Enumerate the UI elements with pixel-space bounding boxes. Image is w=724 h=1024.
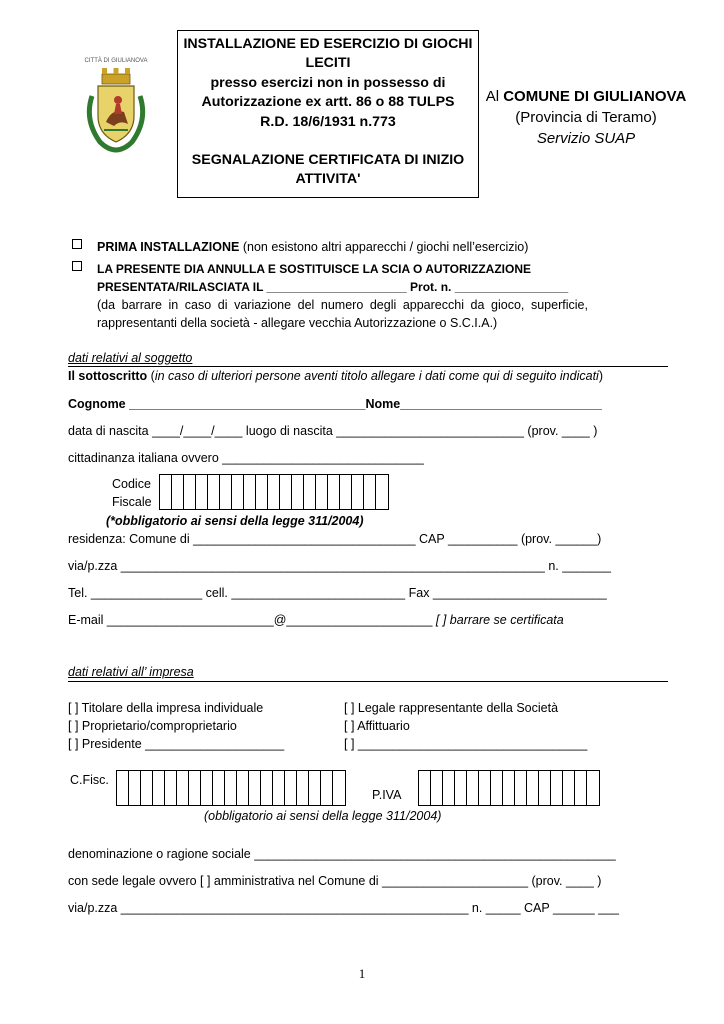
soggetto-intro-italic: in caso di ulteriori persone aventi titolo allegare i dati come qui di seguito indicati (154, 369, 599, 383)
piva-cell[interactable] (479, 771, 491, 805)
residenza-field[interactable]: residenza: Comune di ________________________________ CAP __________ (prov. ______) (68, 532, 602, 546)
checkbox-first-installation[interactable] (72, 239, 82, 249)
title-line: R.D. 18/6/1931 n.773 (260, 113, 396, 130)
impresa-via-field[interactable]: via/p.zza __________________________________________________ n. _____ CAP ______ ___ (68, 901, 619, 915)
cf-label-fiscale: Fiscale (112, 495, 152, 509)
title-line: LECITI (305, 55, 351, 72)
piva-cell[interactable] (587, 771, 599, 805)
option-first-installation (97, 240, 528, 254)
cf-cell[interactable] (220, 475, 232, 509)
piva-cell[interactable] (563, 771, 575, 805)
cf-cell[interactable] (141, 771, 153, 805)
section-title-impresa: dati relativi all’ impresa (68, 665, 194, 679)
cf-cell[interactable] (261, 771, 273, 805)
cf-cell[interactable] (129, 771, 141, 805)
recipient-province: (Provincia di Teramo) (515, 109, 657, 126)
role-proprietario[interactable]: [ ] Proprietario/comproprietario (68, 719, 237, 733)
cfisc-label: C.Fisc. (70, 773, 109, 787)
sede-field[interactable]: con sede legale ovvero [ ] amministrativa nel Comune di _____________________ (prov. ____ ) (68, 874, 602, 888)
cf-cell[interactable] (237, 771, 249, 805)
cf-cell[interactable] (172, 475, 184, 509)
piva-cell[interactable] (491, 771, 503, 805)
cf-cell[interactable] (153, 771, 165, 805)
cf-cell[interactable] (285, 771, 297, 805)
piva-label: P.IVA (372, 788, 402, 802)
logo-caption: CITTÀ DI GIULIANOVA (84, 58, 148, 64)
cf-note: (*obbligatorio ai sensi della legge 311/2004) (106, 514, 364, 528)
soggetto-intro-bold: Il sottoscritto (68, 369, 148, 383)
role-legale-rappresentante[interactable]: [ ] Legale rappresentante della Società (344, 701, 559, 715)
cf-cell[interactable] (177, 771, 189, 805)
cf-cell[interactable] (309, 771, 321, 805)
piva-grid[interactable] (418, 770, 600, 806)
cf-cell[interactable] (316, 475, 328, 509)
option-first-bold: PRIMA INSTALLAZIONE (97, 240, 240, 254)
cf-cell[interactable] (249, 771, 261, 805)
role-titolare[interactable]: [ ] Titolare della impresa individuale (68, 701, 264, 715)
cf-cell[interactable] (321, 771, 333, 805)
cf-cell[interactable] (160, 475, 172, 509)
soggetto-intro (68, 369, 603, 383)
codice-fiscale-grid[interactable] (159, 474, 389, 510)
via-field[interactable]: via/p.zza _____________________________________________________________ n. _______ (68, 559, 611, 573)
cf-cell[interactable] (340, 475, 352, 509)
cf-cell[interactable] (213, 771, 225, 805)
email-certified-note: [ ] barrare se certificata (432, 613, 564, 627)
cf-cell[interactable] (333, 771, 345, 805)
piva-cell[interactable] (467, 771, 479, 805)
piva-cell[interactable] (575, 771, 587, 805)
section-divider (68, 366, 668, 367)
title-line: ATTIVITA' (295, 171, 361, 188)
document-title-box (177, 30, 479, 198)
role-presidente[interactable]: [ ] Presidente ____________________ (68, 737, 285, 751)
soggetto-intro-paren: ) (598, 369, 603, 383)
piva-cell[interactable] (515, 771, 527, 805)
cf-cell[interactable] (117, 771, 129, 805)
cf-cell[interactable] (304, 475, 316, 509)
impresa-cf-grid[interactable] (116, 770, 346, 806)
piva-cell[interactable] (455, 771, 467, 805)
cittadinanza-field[interactable]: cittadinanza italiana ovvero _____________________________ (68, 451, 424, 465)
cf-label-codice: Codice (112, 477, 151, 491)
cf-cell[interactable] (244, 475, 256, 509)
nascita-field[interactable]: data di nascita ____/____/____ luogo di nascita ___________________________ (prov. ____ ) (68, 424, 598, 438)
cf-cell[interactable] (165, 771, 177, 805)
section-divider (68, 681, 668, 682)
cf-cell[interactable] (328, 475, 340, 509)
option-replace-line1: LA PRESENTE DIA ANNULLA E SOSTITUISCE LA SCIA O AUTORIZZAZIONE (97, 262, 532, 276)
piva-cell[interactable] (551, 771, 563, 805)
recipient-service: Servizio SUAP (536, 130, 636, 147)
email-line[interactable]: E-mail ________________________@_____________________ (68, 613, 433, 627)
cf-cell[interactable] (189, 771, 201, 805)
cf-cell[interactable] (196, 475, 208, 509)
title-line: SEGNALAZIONE CERTIFICATA DI INIZIO (191, 152, 465, 169)
option-note-line2: rappresentanti della società - allegare vecchia Autorizzazione o S.C.I.A.) (97, 316, 498, 330)
cf-cell[interactable] (225, 771, 237, 805)
piva-cell[interactable] (539, 771, 551, 805)
soggetto-intro-paren: ( (147, 369, 155, 383)
piva-note: (obbligatorio ai sensi della legge 311/2004) (204, 809, 442, 823)
cf-cell[interactable] (280, 475, 292, 509)
piva-cell[interactable] (443, 771, 455, 805)
cf-cell[interactable] (232, 475, 244, 509)
title-spacer (178, 132, 478, 151)
cognome-nome-field[interactable]: Cognome __________________________________Nome_____________________________ (68, 397, 602, 411)
municipal-coat-of-arms (78, 58, 154, 154)
title-line: Autorizzazione ex artt. 86 o 88 TULPS (201, 94, 455, 111)
contacts-field[interactable]: Tel. ________________ cell. _________________________ Fax _________________________ (68, 586, 607, 600)
cf-cell[interactable] (292, 475, 304, 509)
option-replace-line2: PRESENTATA/RILASCIATA IL _____________________ Prot. n. _________________ (97, 280, 569, 294)
section-title-soggetto: dati relativi al soggetto (68, 351, 193, 365)
page-number: 1 (358, 966, 366, 981)
recipient-name: COMUNE DI GIULIANOVA (503, 88, 687, 105)
piva-cell[interactable] (503, 771, 515, 805)
option-first-rest: (non esistono altri apparecchi / giochi nell’esercizio) (239, 240, 529, 254)
cf-cell[interactable] (184, 475, 196, 509)
option-note-line1: (da barrare in caso di variazione del numero degli apparecchi da gioco, superficie, (97, 298, 588, 312)
email-field[interactable] (68, 613, 564, 627)
cf-cell[interactable] (268, 475, 280, 509)
title-line: presso esercizi non in possesso di (210, 74, 446, 91)
recipient-block (480, 86, 692, 149)
cf-cell[interactable] (256, 475, 268, 509)
cf-cell[interactable] (201, 771, 213, 805)
cf-cell[interactable] (273, 771, 285, 805)
piva-cell[interactable] (527, 771, 539, 805)
piva-cell[interactable] (419, 771, 431, 805)
cf-cell[interactable] (364, 475, 376, 509)
cf-cell[interactable] (376, 475, 388, 509)
checkbox-replace-authorization[interactable] (72, 261, 82, 271)
denominazione-field[interactable]: denominazione o ragione sociale ____________________________________________________ (68, 847, 616, 861)
cf-cell[interactable] (208, 475, 220, 509)
title-line: INSTALLAZIONE ED ESERCIZIO DI GIOCHI (183, 36, 473, 52)
cf-cell[interactable] (352, 475, 364, 509)
cf-cell[interactable] (297, 771, 309, 805)
piva-cell[interactable] (431, 771, 443, 805)
role-affittuario[interactable]: [ ] Affittuario (344, 719, 410, 733)
role-other[interactable]: [ ] _________________________________ (344, 737, 588, 751)
recipient-prefix: Al (485, 88, 500, 105)
